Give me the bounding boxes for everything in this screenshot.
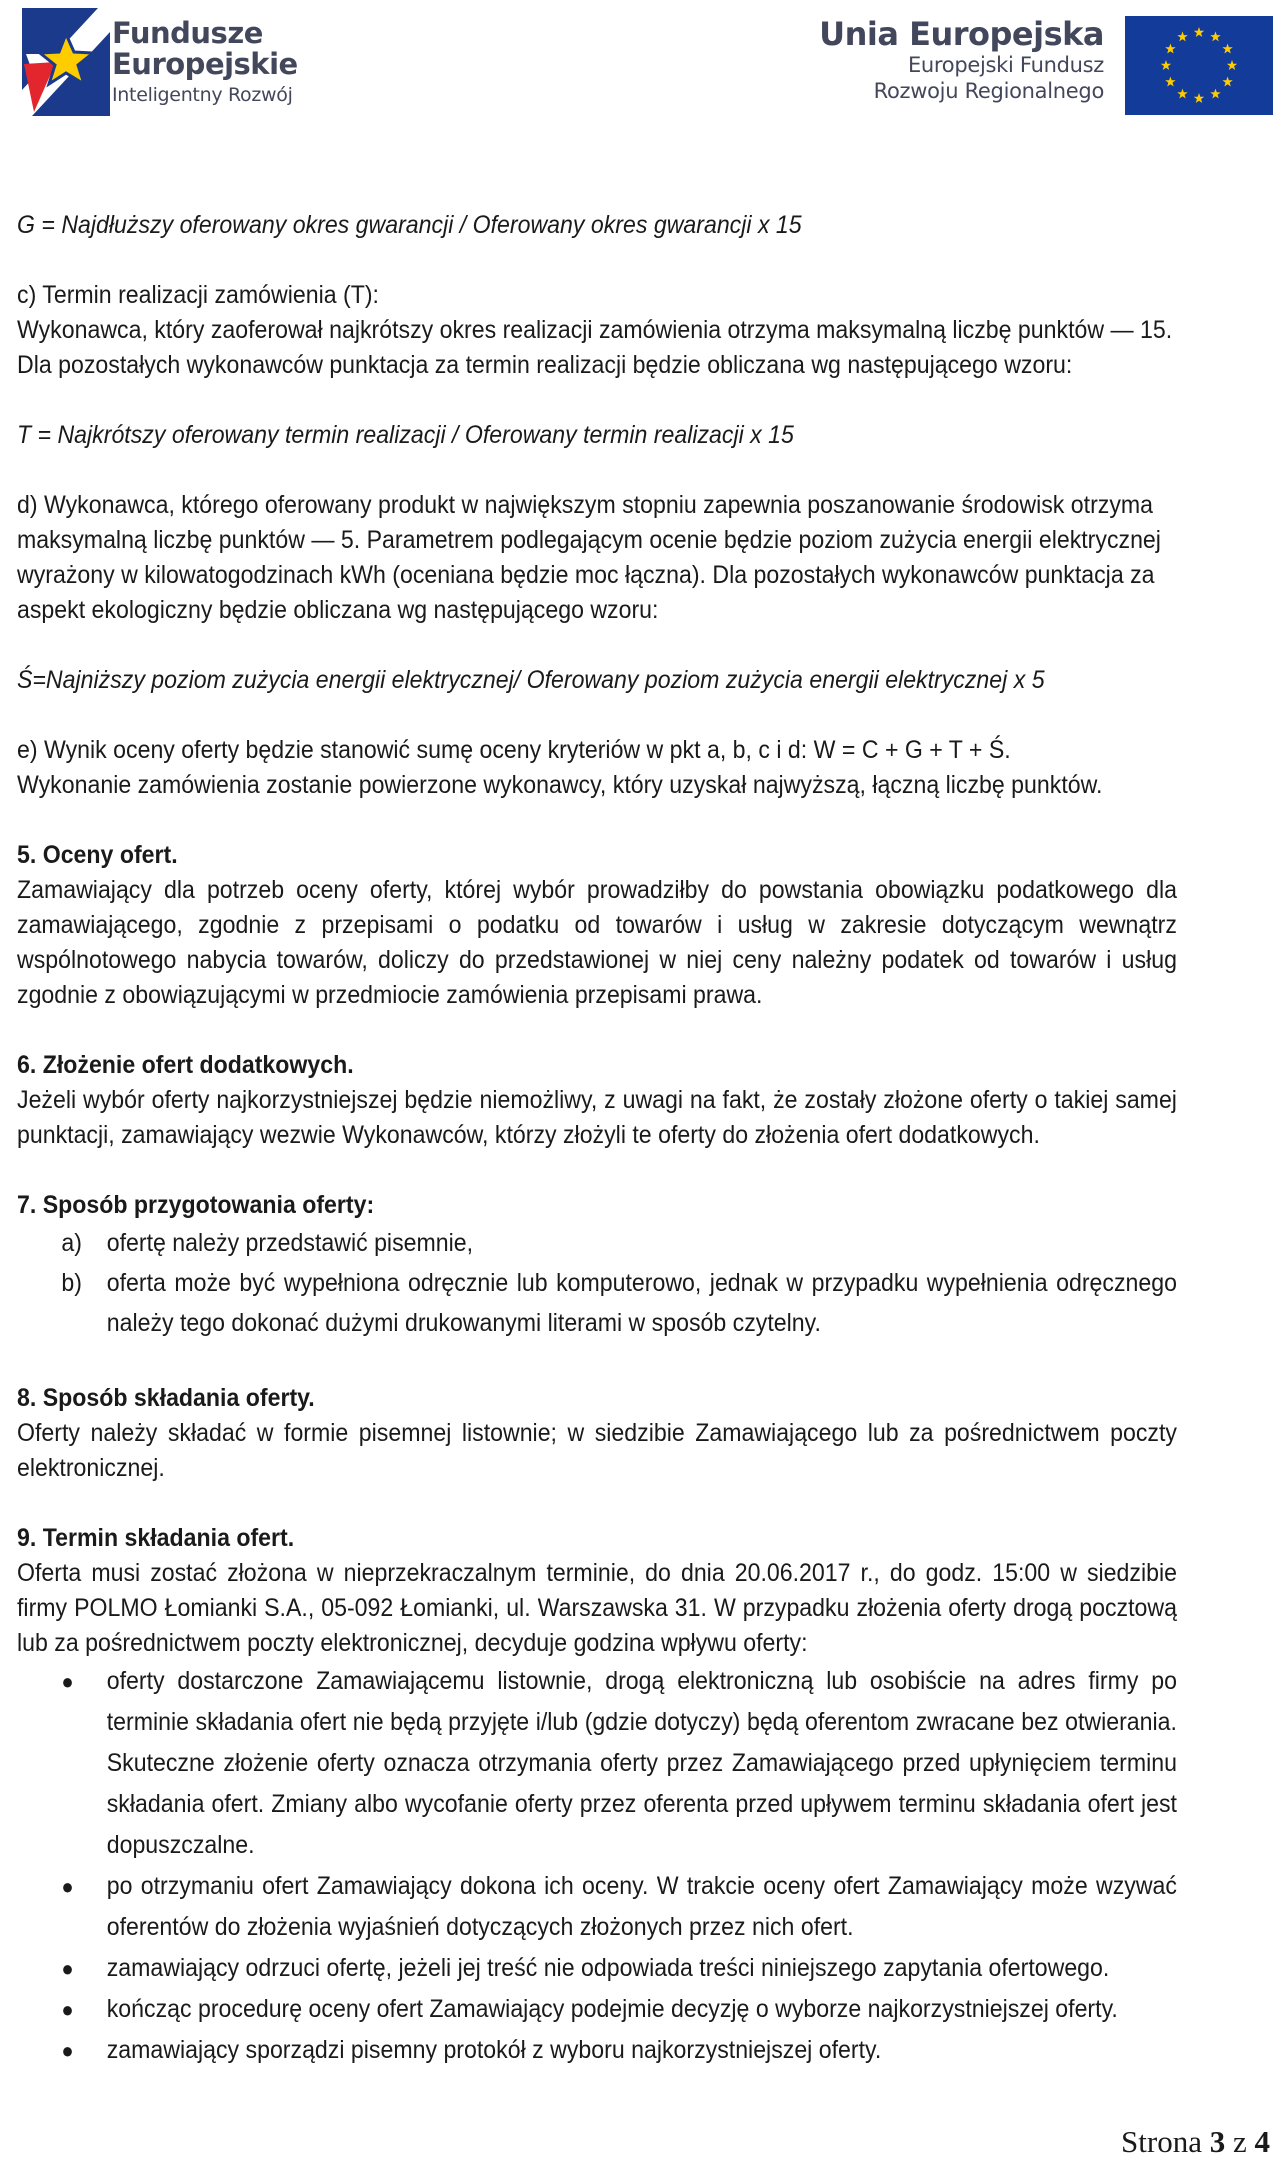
list-item-text: zamawiający sporządzi pisemny protokół z wyboru najkorzystniejszej oferty. <box>106 2036 882 2064</box>
section-6-heading: 6. Złożenie ofert dodatkowych. <box>17 1051 354 1079</box>
list-item <box>17 2030 1177 2071</box>
list-item-text: zamawiający odrzuci ofertę, jeżeli jej treść nie odpowiada treści niniejszego zapytania ofertowego. <box>106 1954 1110 1982</box>
document-body <box>17 208 1177 2071</box>
page-number <box>1121 2124 1270 2160</box>
unia-europejska-wordmark <box>819 16 1104 104</box>
bullet-icon: ● <box>61 2038 74 2063</box>
criterion-c-text: Wykonawca, który zaoferował najkrótszy okres realizacji zamówienia otrzyma maksymalną liczbę punktów — 15. <box>17 316 1173 344</box>
logo-text-line: Fundusze <box>112 16 263 50</box>
list-item-text: kończąc procedurę oceny ofert Zamawiający podejmie decyzję o wyborze najkorzystniejszej oferty. <box>106 1995 1118 2023</box>
logo-text-line: Europejskie <box>112 47 298 81</box>
section-5-heading: 5. Oceny ofert. <box>17 841 178 869</box>
section-9-heading: 9. Termin składania ofert. <box>17 1524 295 1552</box>
eu-flag-icon <box>1125 16 1273 115</box>
criterion-d-text: d) Wykonawca, którego oferowany produkt w największym stopniu zapewnia poszanowanie środowisk otrzyma maksymalną liczbę punktów — 5. Parametrem podlegającym ocenie będzie poziom zużycia energii elektrycznej wyrażony w kilowatogodzinach kWh (oceniana będzie moc łączna). Dla pozostałych wykonawców punktacja za aspekt ekologiczny będzie obliczana wg następującego wzoru: <box>17 491 1161 624</box>
list-item <box>17 1989 1177 2030</box>
list-item-text: po otrzymaniu ofert Zamawiający dokona ich oceny. W trakcie oceny ofert Zamawiający może wzywać oferentów do złożenia wyjaśnień dotyczących złożonych przez nich ofert. <box>106 1872 1177 1941</box>
formula-s: Ś=Najniższy poziom zużycia energii elektrycznej/ Oferowany poziom zużycia energii elektrycznej x 5 <box>17 666 1045 694</box>
list-item-label: b) <box>61 1269 82 1297</box>
section-9-text: Oferta musi zostać złożona w nieprzekraczalnym terminie, do dnia 20.06.2017 r., do godz. 15:00 w siedzibie firmy POLMO Łomianki S.A., 05-092 Łomianki, ul. Warszawska 31. W przypadku złożenia oferty drogą pocztową lub za pośrednictwem poczty elektronicznej, decyduje godzina wpływu oferty: <box>17 1559 1177 1657</box>
list-item <box>17 1223 1177 1263</box>
logo-text-line: Unia Europejska <box>819 15 1104 53</box>
section-9-bullets <box>17 1661 1177 2071</box>
list-item <box>17 1263 1177 1343</box>
bullet-icon: ● <box>61 1874 74 1899</box>
section-5-text: Zamawiający dla potrzeb oceny oferty, której wybór prowadziłby do powstania obowiązku podatkowego dla zamawiającego, zgodnie z przepisami o podatku od towarów i usług w zakresie dotyczącym wewnątrz wspólnotowego nabycia towarów, doliczy do przedstawionej w niej ceny należny podatek od towarów i usług zgodnie z obowiązującymi w przedmiocie zamówienia przepisami prawa. <box>17 876 1177 1009</box>
list-item-text: oferty dostarczone Zamawiającemu listownie, drogą elektroniczną lub osobiście na adres firmy po terminie składania ofert nie będą przyjęte i/lub (gdzie dotyczy) będą oferentom zwracane bez otwierania. Skuteczne złożenie oferty oznacza otrzymania oferty przez Zamawiającego przed upłynięciem terminu składania ofert. Zmiany albo wycofanie oferty przez oferenta przed upływem terminu składania ofert jest dopuszczalne. <box>106 1667 1177 1859</box>
list-item <box>17 1661 1177 1866</box>
bullet-icon: ● <box>61 1956 74 1981</box>
fundusze-europejskie-logo-icon <box>22 4 116 116</box>
bullet-icon: ● <box>61 1669 74 1694</box>
page-number-current: 3 <box>1209 2124 1226 2159</box>
page-number-prefix: Strona <box>1121 2124 1202 2159</box>
section-8-heading: 8. Sposób składania oferty. <box>17 1384 315 1412</box>
criterion-c-title: c) Termin realizacji zamówienia (T): <box>17 281 379 309</box>
list-item-text: ofertę należy przedstawić pisemnie, <box>106 1229 474 1257</box>
formula-t: T = Najkrótszy oferowany termin realizacji / Oferowany termin realizacji x 15 <box>17 421 794 449</box>
logo-text-line: Europejski Fundusz <box>907 53 1104 77</box>
section-8-text: Oferty należy składać w formie pisemnej listownie; w siedzibie Zamawiającego lub za pośrednictwem poczty elektronicznej. <box>17 1419 1177 1482</box>
list-item <box>17 1948 1177 1989</box>
fundusze-europejskie-wordmark <box>112 18 298 106</box>
page-number-total: 4 <box>1254 2124 1270 2159</box>
bullet-icon: ● <box>61 1997 74 2022</box>
list-item <box>17 1866 1177 1948</box>
logo-text-line: Rozwoju Regionalnego <box>873 79 1104 103</box>
section-7-list <box>17 1223 1177 1343</box>
list-item-label: a) <box>61 1229 82 1257</box>
page-number-separator: z <box>1232 2124 1247 2159</box>
section-7-heading: 7. Sposób przygotowania oferty: <box>17 1191 375 1219</box>
criterion-e-text: e) Wynik oceny oferty będzie stanowić sumę oceny kryteriów w pkt a, b, c i d: W = C + G + T + Ś. <box>17 736 1011 764</box>
criterion-e-text: Wykonanie zamówienia zostanie powierzone wykonawcy, który uzyskał najwyższą, łączną liczbę punktów. <box>17 771 1103 799</box>
section-6-text: Jeżeli wybór oferty najkorzystniejszej będzie niemożliwy, z uwagi na fakt, że zostały złożone oferty o takiej samej punktacji, zamawiający wezwie Wykonawców, którzy złożyli te oferty do złożenia ofert dodatkowych. <box>17 1086 1177 1149</box>
page-header <box>0 0 1287 125</box>
formula-g: G = Najdłuższy oferowany okres gwarancji / Oferowany okres gwarancji x 15 <box>17 211 802 239</box>
logo-text-line: Inteligentny Rozwój <box>112 84 293 106</box>
list-item-text: oferta może być wypełniona odręcznie lub komputerowo, jednak w przypadku wypełnienia odręcznego należy tego dokonać dużymi drukowanymi literami w sposób czytelny. <box>106 1269 1177 1337</box>
criterion-c-text: Dla pozostałych wykonawców punktacja za termin realizacji będzie obliczana wg następującego wzoru: <box>17 351 1073 379</box>
